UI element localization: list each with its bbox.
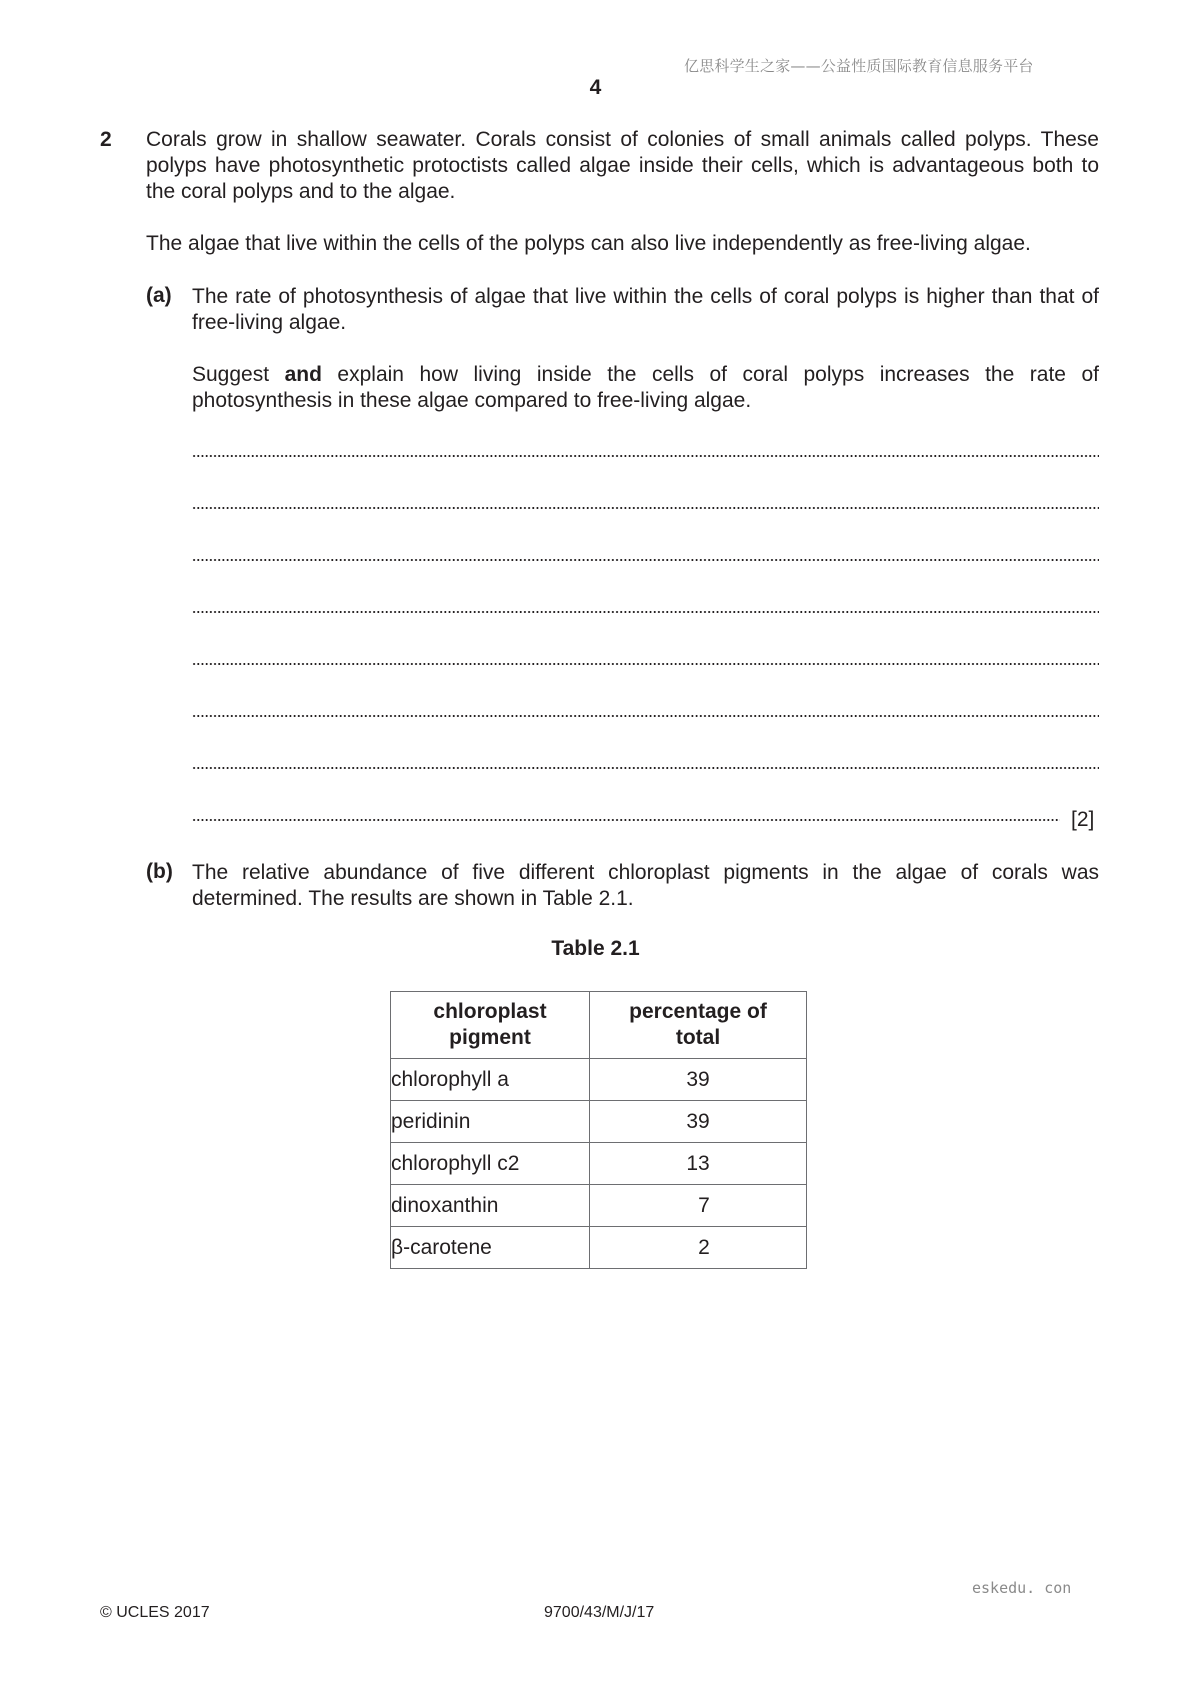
part-b-label: (b) [146, 860, 173, 883]
table-caption: Table 2.1 [551, 937, 640, 960]
part-a-label: (a) [146, 284, 172, 307]
table-header-row [391, 992, 807, 1059]
pigment-name: β-carotene [391, 1227, 590, 1269]
footer-code: 9700/43/M/J/17 [544, 1604, 655, 1621]
pigment-name: chlorophyll a [391, 1059, 590, 1101]
answer-line[interactable] [192, 818, 1060, 822]
pigment-percentage: 39 [590, 1059, 807, 1101]
question-number: 2 [100, 128, 112, 151]
answer-line[interactable] [192, 662, 1099, 666]
table-row [391, 1143, 807, 1185]
header-pigment [391, 992, 590, 1059]
answer-line[interactable] [192, 714, 1099, 718]
footer-copyright: © UCLES 2017 [100, 1604, 210, 1621]
part-a-instruction [192, 362, 1099, 414]
pigment-percentage: 2 [590, 1227, 807, 1269]
header-watermark: 亿思科学生之家——公益性质国际教育信息服务平台 [684, 57, 1034, 75]
table-row [391, 1101, 807, 1143]
answer-line[interactable] [192, 558, 1099, 562]
question-intro-2: The algae that live within the cells of the polyps can also live independently as free-living algae. [146, 232, 1031, 255]
answer-line[interactable] [192, 610, 1099, 614]
part-a-marks: [2] [1071, 808, 1095, 831]
answer-line[interactable] [192, 506, 1099, 510]
part-b-text: The relative abundance of five different chloroplast pigments in the algae of corals was determined. The results are shown in Table 2.1. [192, 861, 1099, 910]
answer-line[interactable] [192, 454, 1099, 458]
question-intro: Corals grow in shallow seawater. Corals consist of colonies of small animals called polyps. These polyps have photosynthetic protoctists called algae inside their cells, which is advantageous both to the coral polyps and to the algae. [146, 128, 1099, 203]
answer-line[interactable] [192, 766, 1099, 770]
header-percentage [590, 992, 807, 1059]
pigment-table [390, 991, 807, 1269]
instruction-before: Suggest [192, 363, 285, 386]
pigment-percentage: 13 [590, 1143, 807, 1185]
pigment-name: dinoxanthin [391, 1185, 590, 1227]
part-a-text: The rate of photosynthesis of algae that live within the cells of coral polyps is higher than that of free-living algae. [192, 285, 1099, 334]
table-row [391, 1059, 807, 1101]
pigment-percentage: 7 [590, 1185, 807, 1227]
instruction-bold: and [284, 363, 322, 386]
pigment-name: chlorophyll c2 [391, 1143, 590, 1185]
instruction-after: explain how living inside the cells of coral polyps increases the rate of photosynthesis in these algae compared to free-living algae. [192, 363, 1099, 412]
header-percentage-text: percentage of total [629, 1000, 767, 1049]
page-number: 4 [589, 76, 602, 99]
table-row [391, 1185, 807, 1227]
header-pigment-text: chloroplast pigment [433, 1000, 547, 1049]
pigment-name: peridinin [391, 1101, 590, 1143]
site-watermark: eskedu. con [972, 1579, 1072, 1597]
pigment-percentage: 39 [590, 1101, 807, 1143]
table-row [391, 1227, 807, 1269]
